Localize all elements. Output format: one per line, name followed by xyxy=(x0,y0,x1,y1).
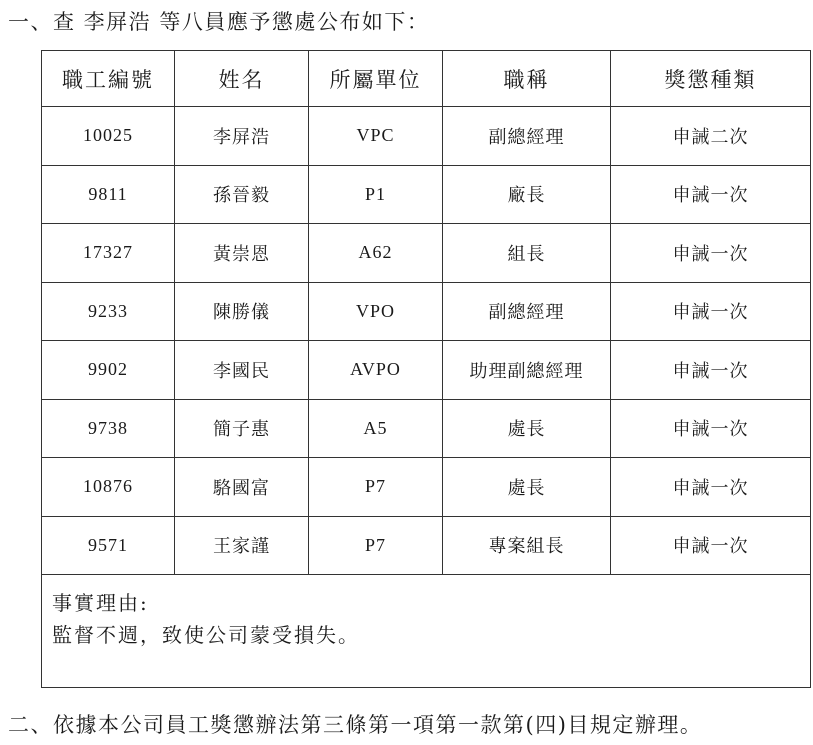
header-name: 姓名 xyxy=(175,51,309,107)
table-row xyxy=(42,107,811,166)
table-row xyxy=(42,224,811,283)
cell-name: 李國民 xyxy=(175,341,309,400)
cell-name: 李屏浩 xyxy=(175,107,309,166)
cell-title: 廠長 xyxy=(443,165,611,224)
section-one-heading: 一、查 李屏浩 等八員應予懲處公布如下： xyxy=(8,10,430,34)
cell-employee-id: 9738 xyxy=(42,399,175,458)
cell-title: 處長 xyxy=(443,458,611,517)
cell-name: 簡子惠 xyxy=(175,399,309,458)
cell-title: 組長 xyxy=(443,224,611,283)
cell-unit: A5 xyxy=(309,399,443,458)
cell-unit: A62 xyxy=(309,224,443,283)
cell-name: 陳勝儀 xyxy=(175,282,309,341)
reason-label: 事實理由: xyxy=(52,591,149,615)
cell-title: 處長 xyxy=(443,399,611,458)
cell-penalty-type: 申誡一次 xyxy=(611,516,811,575)
cell-penalty-type: 申誡一次 xyxy=(611,282,811,341)
header-penalty-type: 獎懲種類 xyxy=(611,51,811,107)
cell-name: 黃崇恩 xyxy=(175,224,309,283)
reason-cell xyxy=(42,575,811,688)
cell-employee-id: 10025 xyxy=(42,107,175,166)
header-unit: 所屬單位 xyxy=(309,51,443,107)
table-row xyxy=(42,458,811,517)
cell-unit: AVPO xyxy=(309,341,443,400)
cell-penalty-type: 申誡一次 xyxy=(611,224,811,283)
table-row xyxy=(42,165,811,224)
cell-penalty-type: 申誡一次 xyxy=(611,458,811,517)
cell-name: 王家謹 xyxy=(175,516,309,575)
cell-title: 副總經理 xyxy=(443,107,611,166)
reason-row xyxy=(42,575,811,688)
cell-penalty-type: 申誡一次 xyxy=(611,399,811,458)
cell-employee-id: 10876 xyxy=(42,458,175,517)
cell-employee-id: 9902 xyxy=(42,341,175,400)
cell-name: 孫晉毅 xyxy=(175,165,309,224)
header-employee-id: 職工編號 xyxy=(42,51,175,107)
cell-unit: VPO xyxy=(309,282,443,341)
cell-unit: P7 xyxy=(309,458,443,517)
cell-penalty-type: 申誡一次 xyxy=(611,165,811,224)
table-row xyxy=(42,341,811,400)
section-two-footer: 二、依據本公司員工獎懲辦法第三條第一項第一款第(四)目規定辦理。 xyxy=(8,713,703,737)
cell-name: 駱國富 xyxy=(175,458,309,517)
cell-penalty-type: 申誡一次 xyxy=(611,341,811,400)
disciplinary-table xyxy=(41,50,811,688)
cell-title: 專案組長 xyxy=(443,516,611,575)
cell-title: 副總經理 xyxy=(443,282,611,341)
cell-employee-id: 17327 xyxy=(42,224,175,283)
cell-unit: VPC xyxy=(309,107,443,166)
reason-text: 監督不週，致使公司蒙受損失。 xyxy=(52,623,360,647)
cell-penalty-type: 申誡二次 xyxy=(611,107,811,166)
table-row xyxy=(42,516,811,575)
cell-unit: P1 xyxy=(309,165,443,224)
table-header-row xyxy=(42,51,811,107)
table-row xyxy=(42,282,811,341)
cell-employee-id: 9811 xyxy=(42,165,175,224)
header-title: 職稱 xyxy=(443,51,611,107)
cell-title: 助理副總經理 xyxy=(443,341,611,400)
cell-employee-id: 9233 xyxy=(42,282,175,341)
table-row xyxy=(42,399,811,458)
cell-employee-id: 9571 xyxy=(42,516,175,575)
cell-unit: P7 xyxy=(309,516,443,575)
